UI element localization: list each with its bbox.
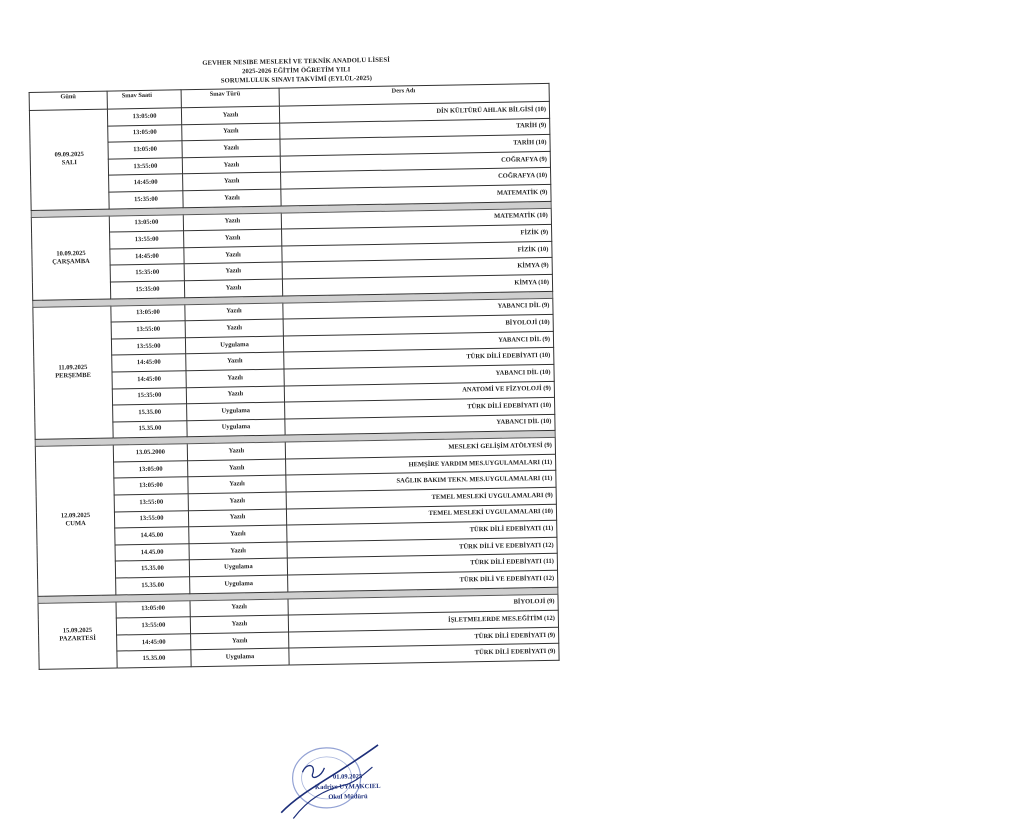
exam-time-cell: 15.35.00 <box>113 404 187 422</box>
exam-type-cell: Uygulama <box>185 336 283 354</box>
exam-type-cell: Yazılı <box>186 352 284 370</box>
exam-type-cell: Yazılı <box>183 213 281 231</box>
exam-type-cell: Yazılı <box>190 615 288 633</box>
exam-type-cell: Yazılı <box>182 139 280 157</box>
course-name-cell: COĞRAFYA (9) <box>280 151 550 172</box>
document-title: SORUMLULUK SINAVI TAKVİMİ (EYLÜL-2025) <box>220 74 373 85</box>
course-name-cell: BİYOLOJİ (10) <box>283 314 553 335</box>
course-name-cell: HEMŞİRE YARDIM MES.UYGULAMALARI (11) <box>286 454 556 475</box>
exam-time-cell: 14:45:00 <box>109 174 183 192</box>
course-name-cell: YABANCI DİL (9) <box>283 331 553 352</box>
exam-type-cell: Yazılı <box>187 442 285 460</box>
course-name-cell: YABANCI DİL (10) <box>284 364 554 385</box>
column-header-type: Sınav Türü <box>181 88 279 108</box>
column-header-day: Günü <box>29 91 107 110</box>
course-name-cell: TÜRK DİLİ EDEBİYATI (10) <box>284 348 554 369</box>
exam-schedule-document <box>26 49 562 801</box>
day-cell <box>29 109 109 210</box>
schedule-body <box>29 101 559 669</box>
exam-time-cell: 13:55:00 <box>110 231 184 249</box>
day-date: 10.09.2025 <box>56 249 86 258</box>
exam-time-cell: 13:55:00 <box>108 158 182 176</box>
course-name-cell: TÜRK DİLİ VE EDEBİYATI (12) <box>287 537 557 558</box>
exam-time-cell: 15.35.00 <box>116 577 190 595</box>
course-name-cell: TARİH (10) <box>280 135 550 156</box>
exam-time-cell: 13.05.2000 <box>113 444 187 462</box>
exam-time-cell: 15:35:00 <box>112 387 186 405</box>
exam-type-cell: Yazılı <box>184 229 282 247</box>
exam-time-cell: 13:05:00 <box>108 141 182 159</box>
day-cell <box>35 445 116 596</box>
exam-time-cell: 14:45:00 <box>110 248 184 266</box>
course-name-cell: FİZİK (9) <box>282 225 552 246</box>
exam-time-cell: 14.45.00 <box>115 527 189 545</box>
course-name-cell: TÜRK DİLİ EDEBİYATI (9) <box>289 644 559 665</box>
exam-type-cell: Yazılı <box>183 172 281 190</box>
exam-type-cell: Yazılı <box>182 156 280 174</box>
course-name-cell: TEMEL MESLEKİ UYGULAMALARI (10) <box>286 504 556 525</box>
exam-time-cell: 13:05:00 <box>109 214 183 232</box>
exam-type-cell: Yazılı <box>182 123 280 141</box>
exam-time-cell: 13:55:00 <box>111 337 185 355</box>
exam-time-cell: 15:35:00 <box>110 264 184 282</box>
column-header-course: Ders Adı <box>279 83 549 106</box>
course-name-cell: TÜRK DİLİ EDEBİYATI (9) <box>289 627 559 648</box>
signature-name: Kadriye UYMAKCIEL <box>314 782 381 792</box>
course-name-cell: KİMYA (9) <box>282 258 552 279</box>
course-name-cell: MATEMATİK (10) <box>281 208 551 229</box>
exam-type-cell: Uygulama <box>190 575 288 593</box>
exam-time-cell: 13:05:00 <box>114 477 188 495</box>
day-weekday: ÇARŞAMBA <box>52 257 90 266</box>
exam-type-cell: Uygulama <box>187 402 285 420</box>
course-name-cell: TEMEL MESLEKİ UYGULAMALARI (9) <box>286 487 556 508</box>
day-weekday: PAZARTESİ <box>59 635 96 643</box>
exam-time-cell: 13:55:00 <box>114 510 188 528</box>
course-name-cell: TÜRK DİLİ EDEBİYATI (11) <box>287 554 557 575</box>
course-name-cell: FİZİK (10) <box>282 241 552 262</box>
course-name-cell: DİN KÜLTÜRÜ AHLAK BİLGİSİ (10) <box>279 101 549 122</box>
exam-type-cell: Yazılı <box>189 542 287 560</box>
day-date: 12.09.2025 <box>60 512 91 520</box>
exam-type-cell: Yazılı <box>184 262 282 280</box>
exam-type-cell: Yazılı <box>186 369 284 387</box>
course-name-cell: TÜRK DİLİ EDEBİYATI (10) <box>285 397 555 418</box>
day-cell <box>31 216 110 300</box>
column-header-time: Sınav Saati <box>107 90 181 109</box>
academic-year: 2025-2026 EĞİTİM ÖĞRETİM YILI <box>242 66 351 76</box>
course-name-cell: ANATOMİ VE FİZYOLOJİ (9) <box>284 381 554 402</box>
exam-type-cell: Yazılı <box>188 459 286 477</box>
exam-type-cell: Yazılı <box>191 632 289 650</box>
exam-type-cell: Yazılı <box>184 279 282 297</box>
exam-time-cell: 13:05:00 <box>108 124 182 142</box>
exam-time-cell: 15.35.00 <box>115 560 189 578</box>
exam-time-cell: 15:35:00 <box>109 191 183 209</box>
day-cell <box>33 306 113 440</box>
exam-type-cell: Uygulama <box>187 419 285 437</box>
exam-type-cell: Uygulama <box>191 648 289 666</box>
course-name-cell: TÜRK DİLİ EDEBİYATI (11) <box>287 521 557 542</box>
signature-role: Okul Müdürü <box>328 793 368 801</box>
course-name-cell: KİMYA (10) <box>282 274 552 295</box>
exam-type-cell: Yazılı <box>185 303 283 321</box>
exam-time-cell: 14.45.00 <box>115 544 189 562</box>
day-date: 11.09.2025 <box>58 364 88 372</box>
course-name-cell: MATEMATİK (9) <box>281 184 551 205</box>
exam-time-cell: 15.35.00 <box>113 420 187 438</box>
signature-block <box>303 772 394 804</box>
exam-time-cell: 13:05:00 <box>107 108 181 126</box>
exam-type-cell: Uygulama <box>189 558 287 576</box>
day-weekday: PERŞEMBE <box>55 372 91 380</box>
course-name-cell: COĞRAFYA (10) <box>281 168 551 189</box>
exam-time-cell: 13:05:00 <box>111 304 185 322</box>
day-cell <box>38 602 117 670</box>
exam-time-cell: 15:35:00 <box>110 281 184 299</box>
exam-type-cell: Yazılı <box>188 509 286 527</box>
exam-time-cell: 13:55:00 <box>116 617 190 635</box>
day-date: 09.09.2025 <box>54 151 84 159</box>
exam-time-cell: 13:55:00 <box>114 494 188 512</box>
exam-type-cell: Yazılı <box>189 525 287 543</box>
exam-type-cell: Yazılı <box>190 599 288 617</box>
exam-type-cell: Yazılı <box>183 189 281 207</box>
course-name-cell: İŞLETMELERDE MES.EĞİTİM (12) <box>288 611 558 632</box>
signature-date: 01.09.2025 <box>332 773 363 781</box>
exam-time-cell: 15.35.00 <box>117 650 191 668</box>
exam-type-cell: Yazılı <box>184 246 282 264</box>
course-name-cell: TARİH (9) <box>280 118 550 139</box>
day-date: 15.09.2025 <box>62 627 93 635</box>
exam-type-cell: Yazılı <box>186 386 284 404</box>
course-name-cell: MESLEKİ GELİŞİM ATÖLYESİ (9) <box>285 438 555 459</box>
course-name-cell: SAĞLIK BAKIM TEKN. MES.UYGULAMALARI (11) <box>286 471 556 492</box>
exam-type-cell: Yazılı <box>188 475 286 493</box>
course-name-cell: BİYOLOJİ (9) <box>288 594 558 615</box>
exam-time-cell: 13:05:00 <box>116 600 190 618</box>
course-name-cell: TÜRK DİLİ VE EDEBİYATI (12) <box>288 570 558 591</box>
day-weekday: CUMA <box>65 520 86 528</box>
exam-type-cell: Yazılı <box>188 492 286 510</box>
exam-time-cell: 13:55:00 <box>111 321 185 339</box>
exam-time-cell: 14:45:00 <box>112 354 186 372</box>
exam-type-cell: Yazılı <box>181 106 279 124</box>
exam-schedule-table <box>29 83 560 670</box>
exam-time-cell: 14:45:00 <box>117 634 191 652</box>
exam-time-cell: 14:45:00 <box>112 371 186 389</box>
exam-time-cell: 13:05:00 <box>114 461 188 479</box>
exam-type-cell: Yazılı <box>185 319 283 337</box>
school-name: GEVHER NESIBE MESLEKİ VE TEKNİK ANADOLU LİSESİ <box>202 56 390 67</box>
course-name-cell: YABANCI DİL (10) <box>285 414 555 435</box>
course-name-cell: YABANCI DİL (9) <box>283 298 553 319</box>
day-weekday: SALI <box>61 159 77 167</box>
